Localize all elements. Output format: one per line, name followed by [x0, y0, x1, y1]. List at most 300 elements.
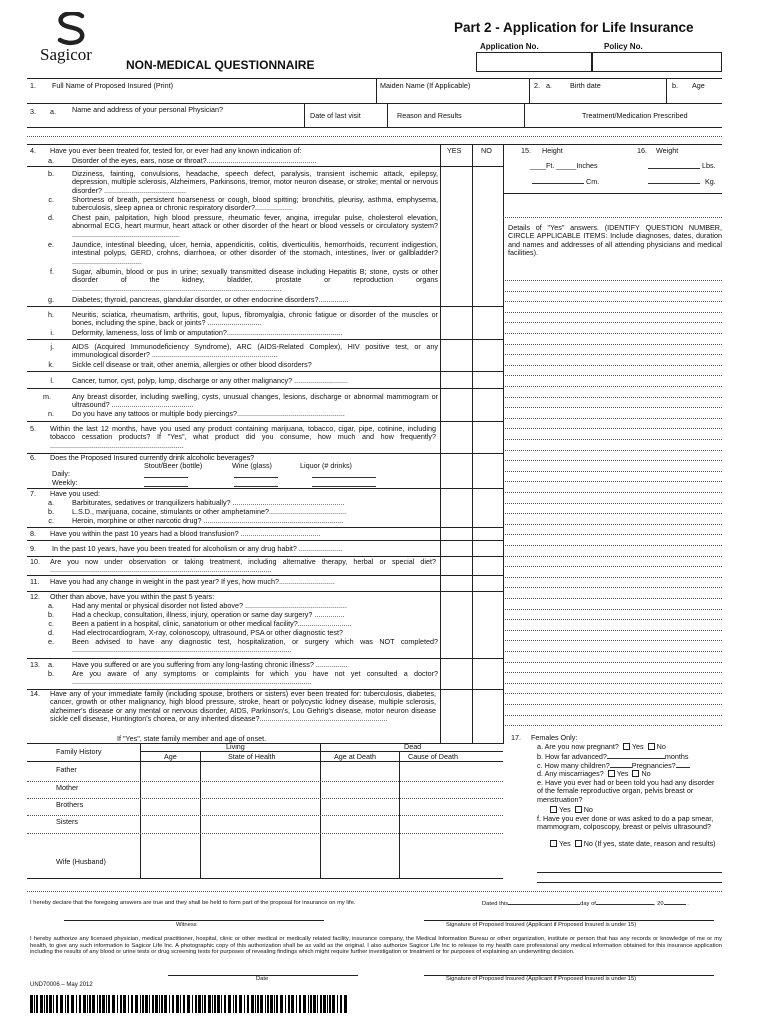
details-line[interactable]	[505, 471, 722, 472]
q5-text: Within the last 12 months, have you used any product containing marijuana, tobacco, cigar, pipe, cotinine, including tobacco cessation products? If "Yes", what product did you consume, how much and how frequently? ...................................................................	[50, 424, 436, 450]
q4-item-text: Shortness of breath, persistent hoarseness or cough, blood spitting; bronchitis, pleurisy, asthma, emphysema, tuberculosis, sleep apnea or chronic respiratory disorder?...................	[72, 195, 438, 213]
barcode-bar	[92, 995, 95, 1013]
drink-col-beer: Stout/Beer (bottle)	[144, 461, 203, 470]
barcode-bar	[120, 995, 122, 1013]
months-field[interactable]	[607, 752, 665, 759]
barcode-bar	[117, 995, 118, 1013]
policy-no-field[interactable]	[592, 52, 722, 72]
barcode-bar	[329, 995, 331, 1013]
reason-results-label: Reason and Results	[397, 111, 462, 120]
barcode-bar	[323, 995, 326, 1013]
drink-col-wine: Wine (glass)	[232, 461, 272, 470]
barcode	[30, 995, 350, 1013]
barcode-bar	[131, 995, 133, 1013]
last-visit-label: Date of last visit	[310, 111, 361, 120]
barcode-bar	[164, 995, 167, 1013]
pregnancies-field[interactable]	[676, 761, 690, 768]
q12a-text: Had any mental or physical disorder not listed above? ...................................................	[72, 601, 347, 610]
section-divider	[27, 306, 503, 307]
pap-smear-no-checkbox[interactable]	[575, 840, 582, 847]
q4-item-letter: g.	[48, 295, 54, 304]
q12d-letter: d.	[48, 628, 54, 637]
q14-text: Have any of your immediate family (including spouse, brothers or sisters) ever been treated for: tuberculosis, diabetes, cancer, growth or other malignancy, high blood pressure, stroke, heart or polycystic kidney disease, multiple sclerosis, alzheimer's disease or any mental or nervous disorder, AIDS, Parkinson's, Lou Gehrig's disease, motor neuron disease sickle cell disease, Huntington's chorea, or any inherited disease?................................................................	[50, 689, 436, 724]
dated-day-field[interactable]	[508, 900, 580, 905]
q4-item-text: Do you have any tattoos or multiple body piercings?......................................................	[72, 409, 345, 418]
q10-text: Are you now under observation or taking treatment, including alternative therapy, herbal or special diet? ...............................................................................................................	[50, 557, 436, 575]
details-line[interactable]	[505, 598, 722, 599]
barcode-bar	[257, 995, 259, 1013]
barcode-bar	[53, 995, 54, 1013]
barcode-bar	[280, 995, 283, 1013]
miscarriage-no-checkbox[interactable]	[632, 770, 639, 777]
q17-e-answers: Yes No	[548, 806, 593, 814]
barcode-bar	[97, 995, 98, 1013]
section-divider	[27, 371, 503, 372]
q7a-text: Barbiturates, sedatives or tranquilizers habitually? ........................................................	[72, 498, 345, 507]
q4-item-letter: n.	[48, 409, 54, 418]
details-line[interactable]	[505, 354, 722, 355]
no-col-header: NO	[481, 146, 492, 155]
q4-item-letter: l.	[50, 376, 54, 385]
signature-line-1[interactable]	[424, 920, 714, 921]
barcode-bar	[265, 995, 266, 1013]
family-row-label: Father	[56, 765, 77, 774]
height-ft-inches-field[interactable]: ____Ft. _____Inches	[530, 161, 598, 170]
q3-a: a.	[50, 107, 56, 116]
details-line[interactable]	[505, 439, 722, 440]
section-divider	[27, 421, 503, 422]
barcode-bar	[87, 995, 88, 1013]
barcode-bar	[244, 995, 245, 1013]
barcode-bar	[285, 995, 286, 1013]
barcode-bar	[255, 995, 256, 1013]
age-header: Age	[164, 752, 177, 761]
q4-item-letter: m.	[43, 392, 51, 401]
details-line[interactable]	[505, 587, 722, 588]
details-line[interactable]	[505, 460, 722, 461]
details-line[interactable]	[505, 322, 722, 323]
q12e-letter: e.	[48, 637, 54, 646]
section-divider	[27, 388, 503, 389]
barcode-bar	[235, 995, 237, 1013]
q12e-text: Been advised to have any diagnostic test, hospitalization, or surgery which was NOT completed? ..............................................................................................................	[72, 637, 438, 655]
barcode-bar	[288, 995, 290, 1013]
q9-text: In the past 10 years, have you been treated for alcoholism or any drug habit? ......................	[52, 544, 343, 553]
q13a-text: Have you suffered or are you suffering from any long-lasting chronic illness? ................	[72, 660, 348, 669]
q4-item-text: Chest pain, palpitation, high blood pressure, rheumatic fever, angina, irregular pulse, cholesterol elevation, abnormal ECG, heart murmur, heart attack or other disorder of the heart or blood vessels or circulatory system? ......................................................	[72, 213, 438, 239]
barcode-bar	[135, 995, 138, 1013]
state-health-header: State of Health	[228, 752, 276, 761]
signature-label-2: Signature of Proposed Insured (Applicant if Proposed Insured is under 15)	[446, 976, 637, 982]
daily-beer-field[interactable]	[144, 471, 188, 478]
q13-number: 13.	[30, 660, 40, 669]
barcode-bar	[260, 995, 263, 1013]
q12c-text: Been a patient in a hospital, clinic, sanatorium or other medical facility?...........................	[72, 619, 352, 628]
q15-number: 15.	[521, 146, 531, 155]
details-line[interactable]	[505, 344, 722, 345]
q4-item-letter: c.	[48, 195, 54, 204]
barcode-bar	[208, 995, 211, 1013]
q4-number: 4.	[30, 146, 36, 155]
sagicor-logo-mark-icon	[52, 12, 92, 46]
q2-number: 2.	[534, 81, 540, 90]
daily-wine-field[interactable]	[234, 471, 278, 478]
details-line[interactable]	[505, 418, 722, 419]
family-row-label: Brothers	[56, 800, 84, 809]
barcode-bar	[198, 995, 201, 1013]
barcode-bar	[310, 995, 312, 1013]
q4-item-text: Jaundice, intestinal bleeding, ulcer, hernia, appendicitis, colitis, diverticulitis, hemorrhoids, recurrent indigestion, intestinal polyps, GERD, crohns, diarrhoea, or other disorder of the stomach, intestines, liver or gallbladder? ...................................	[72, 240, 438, 266]
details-line[interactable]	[505, 375, 722, 376]
family-row-label: Sisters	[56, 817, 78, 826]
family-row-line[interactable]	[27, 833, 503, 834]
barcode-bar	[67, 995, 69, 1013]
details-line[interactable]	[505, 545, 722, 546]
barcode-bar	[71, 995, 74, 1013]
weight-lbs-field[interactable]	[648, 162, 700, 169]
details-line[interactable]	[505, 693, 722, 694]
application-no-field[interactable]	[476, 52, 592, 72]
policy-no-label: Policy No.	[604, 42, 643, 51]
sagicor-logo	[40, 12, 100, 72]
details-line[interactable]	[505, 640, 722, 641]
yes-col-header: YES	[447, 146, 462, 155]
q11-text: Have you had any change in weight in the past year? If yes, how much?............................	[50, 577, 335, 586]
q1-number: 1.	[30, 81, 36, 90]
q4-item-text: Cancer, tumor, cyst, polyp, lump, discharge or any other malignancy? ...........................	[72, 376, 349, 385]
details-line[interactable]	[505, 609, 722, 610]
barcode-bar	[192, 995, 193, 1013]
q5-number: 5.	[30, 424, 36, 433]
q4-item-text: Neuritis, sciatica, rheumatism, arthritis, gout, lupus, fibromyalgia, chronic fatigue or disorder of the muscles or bones, including the spine, back or joints? ...........................	[72, 310, 438, 328]
weekly-liquor-field[interactable]	[312, 480, 376, 487]
barcode-bar	[123, 995, 126, 1013]
details-line[interactable]	[505, 619, 722, 620]
section-divider	[27, 339, 503, 340]
section-divider	[27, 527, 503, 528]
q7-text: Have you used:	[50, 489, 100, 498]
q14-number: 14.	[30, 689, 40, 698]
cause-death-header: Cause of Death	[408, 752, 458, 761]
barcode-bar	[233, 995, 234, 1013]
living-header: Living	[226, 742, 245, 751]
barcode-bar	[159, 995, 160, 1013]
barcode-bar	[108, 995, 110, 1013]
q7c-letter: c.	[48, 516, 54, 525]
family-row-label: Mother	[56, 783, 79, 792]
details-line[interactable]	[505, 524, 722, 525]
daily-liquor-field[interactable]	[312, 471, 376, 478]
q4-item-text: Sickle cell disease or trait, other anemia, allergies or other blood disorders?	[72, 360, 312, 369]
details-line[interactable]	[505, 715, 722, 716]
details-line[interactable]	[505, 704, 722, 705]
barcode-bar	[76, 995, 77, 1013]
barcode-bar	[224, 995, 226, 1013]
witness-label: Witness	[176, 922, 197, 928]
pap-smear-yes-checkbox[interactable]	[550, 840, 557, 847]
barcode-bar	[112, 995, 115, 1013]
barcode-bar	[46, 995, 48, 1013]
family-row-label: Wife (Husband)	[56, 857, 106, 866]
barcode-bar	[49, 995, 52, 1013]
q17-title: Females Only:	[531, 733, 578, 742]
q4-item-text: Deformity, lameness, loss of limb or amputation?..........................................................	[72, 328, 343, 337]
weight-kg-field[interactable]	[648, 177, 700, 184]
q2-b: b.	[672, 81, 678, 90]
q4-item-letter: b.	[48, 169, 54, 178]
barcode-bar	[270, 995, 273, 1013]
barcode-bar	[274, 995, 275, 1013]
q17-d: d. Any miscarriages? Yes No	[537, 769, 651, 778]
barcode-bar	[291, 995, 294, 1013]
q4-item-letter: k.	[48, 360, 54, 369]
weekly-wine-field[interactable]	[234, 480, 278, 487]
section-divider	[27, 575, 503, 576]
dead-header: Dead	[404, 742, 422, 751]
q17-number: 17.	[511, 733, 521, 742]
details-line[interactable]	[505, 503, 722, 504]
height-cm-field[interactable]	[532, 177, 584, 184]
details-line[interactable]	[505, 312, 722, 313]
barcode-bar	[332, 995, 335, 1013]
details-line[interactable]	[505, 683, 722, 684]
barcode-bar	[337, 995, 338, 1013]
part-title: Part 2 - Application for Life Insurance	[454, 20, 694, 35]
application-no-label: Application No.	[480, 42, 539, 51]
barcode-bar	[60, 995, 63, 1013]
birth-date-label: Birth date	[570, 81, 601, 90]
miscarriage-yes-checkbox[interactable]	[608, 770, 615, 777]
physician-label: Name and address of your personal Physician?	[72, 105, 224, 114]
family-row-line[interactable]	[27, 781, 503, 782]
q8-text: Have you within the past 10 years had a blood transfusion? ........................................	[50, 529, 321, 538]
q7b-letter: b.	[48, 507, 54, 516]
barcode-bar	[299, 995, 301, 1013]
q4-item-text: Any breast disorder, including swelling, cysts, unusual changes, lesions, discharge or abnormal mammogram or ultrasound? .........................................	[72, 392, 438, 410]
barcode-bar	[221, 995, 222, 1013]
q12b-letter: b.	[48, 610, 54, 619]
barcode-bar	[172, 995, 174, 1013]
barcode-bar	[56, 995, 58, 1013]
details-line[interactable]	[505, 333, 722, 334]
pregnant-no-checkbox[interactable]	[648, 743, 655, 750]
barcode-bar	[99, 995, 101, 1013]
barcode-bar	[327, 995, 328, 1013]
barcode-bar	[303, 995, 306, 1013]
barcode-bar	[142, 995, 144, 1013]
barcode-bar	[296, 995, 297, 1013]
family-row-line[interactable]	[27, 798, 503, 799]
barcode-bar	[140, 995, 141, 1013]
q7b-text: L.S.D., marijuana, cocaine, stimulants or other amphetamine?.......................................	[72, 507, 347, 516]
weekly-label: Weekly:	[52, 478, 78, 487]
details-line[interactable]	[505, 672, 722, 673]
barcode-bar	[276, 995, 278, 1013]
q4-item-text: Sugar, albumin, blood or pus in urine; sexually transmitted disease including Hepatitis B; stone, cysts or other disorder of the kidney, bladder, prostate or reproduction organs .........................................................................................................	[72, 267, 438, 293]
q13b-text: Are you aware of any symptoms or complaints for which you have not yet consulted a doctor? ........................................................................................................................	[72, 669, 438, 687]
pregnant-yes-checkbox[interactable]	[623, 743, 630, 750]
q3-number: 3.	[30, 107, 36, 116]
details-line[interactable]	[505, 513, 722, 514]
details-line[interactable]	[505, 725, 722, 726]
barcode-bar	[145, 995, 148, 1013]
details-line[interactable]	[505, 397, 722, 398]
barcode-bar	[44, 995, 45, 1013]
q10-number: 10.	[30, 557, 40, 566]
barcode-bar	[239, 995, 242, 1013]
details-instructions: Details of "Yes" answers. (IDENTIFY QUESTION NUMBER, CIRCLE APPLICABLE ITEMS: Include diagnoses, dates, duration and names and addresses of all attending physicians and medical facilities).	[508, 223, 722, 258]
q9-number: 9.	[30, 544, 36, 553]
barcode-bar	[169, 995, 170, 1013]
weekly-beer-field[interactable]	[144, 480, 188, 487]
brand-name: Sagicor	[40, 45, 92, 64]
details-line[interactable]	[505, 280, 722, 281]
barcode-bar	[83, 995, 86, 1013]
details-line[interactable]	[505, 407, 722, 408]
q4-intro: Have you ever been treated for, tested for, or ever had any known indication of:	[50, 146, 302, 155]
barcode-bar	[317, 995, 318, 1013]
lbs-label: Lbs.	[702, 161, 716, 170]
q2-a: a.	[546, 81, 552, 90]
q17-b: b. How far advanced? months	[537, 752, 689, 761]
dated-this: Dated this day of , 20 .	[482, 901, 689, 907]
barcode-bar	[251, 995, 254, 1013]
dated-month-field[interactable]	[596, 900, 654, 905]
q17-f-answers: Yes No (If yes, state date, reason and results)	[548, 840, 724, 848]
barcode-bar	[228, 995, 231, 1013]
details-line[interactable]	[505, 386, 722, 387]
q16-number: 16.	[637, 146, 647, 155]
barcode-bar	[217, 995, 220, 1013]
barcode-bar	[65, 995, 66, 1013]
q4-item-letter: d.	[48, 213, 54, 222]
authorization-text: I hereby authorize any licensed physician, medical practitioner, hospital, clinic or other medical or medically related facility, insurance company, the Medical Information Bureau or other organization, institute or person that has any records or knowledge of me or my health, to give any such information to Sagicor Life Inc. A photographic copy of this authorization shall be as valid as the original. I also authorize Sagicor Life Inc to release to my health care professional any medical information obtained for this insurance application including the results of any blood or urine tests or drug screening tests for purposes of revealing findings which might require further investigation or treatment or for purposes of explaining an underwriting decision.	[30, 936, 722, 956]
details-line[interactable]	[505, 428, 722, 429]
q4-item-letter: f.	[50, 267, 54, 276]
q12-text: Other than above, have you within the past 5 years:	[50, 592, 215, 601]
q7-number: 7.	[30, 489, 36, 498]
barcode-bar	[247, 995, 249, 1013]
children-field[interactable]	[610, 761, 632, 768]
q17-f: f. Have you ever done or was asked to do a pap smear, mammogram, colposcopy, breast or pelvis ultrasound?	[537, 814, 714, 832]
details-line[interactable]	[505, 365, 722, 366]
q4-item-letter: a.	[48, 156, 54, 165]
barcode-bar	[155, 995, 158, 1013]
q14-yes-state: If "Yes", state family member and age of onset.	[117, 734, 267, 743]
q4-item-text: Disorder of the eyes, ears, nose or throat?.......................................................	[72, 156, 317, 165]
q4-item-text: AIDS (Acquired Immunodeficiency Syndrome), ARC (AIDS-Related Complex), HIV positive test, or any immunological disorder? ...............................................................	[72, 342, 438, 360]
details-line[interactable]	[505, 556, 722, 557]
form-title: NON-MEDICAL QUESTIONNAIRE	[126, 58, 315, 72]
q4-item-letter: h.	[48, 310, 54, 319]
q4-item-text: Dizziness, fainting, convulsions, headache, speech defect, paralysis, transient ischemic attack, epilepsy, depression, multiple sclerosis, Alzheimers, Parkinsons, tremor, motor neuron disease, or stroke; mental or nervous disorder? .........................................	[72, 169, 438, 195]
weight-label: Weight	[656, 146, 679, 155]
barcode-bar	[34, 995, 35, 1013]
barcode-bar	[40, 995, 43, 1013]
details-line[interactable]	[505, 630, 722, 631]
age-label: Age	[692, 81, 705, 90]
q4-item-letter: e.	[48, 240, 54, 249]
details-line[interactable]	[505, 566, 722, 567]
q11-number: 11.	[30, 577, 40, 586]
barcode-bar	[267, 995, 269, 1013]
q12d-text: Had electrocardiogram, X-ray, colonoscopy, ultrasound, PSA or other diagnostic test?	[72, 628, 343, 637]
form-number: UND70006 – May 2012	[30, 982, 93, 988]
barcode-bar	[180, 995, 181, 1013]
barcode-bar	[214, 995, 216, 1013]
q13b-letter: b.	[48, 669, 54, 678]
q12-number: 12.	[30, 592, 40, 601]
barcode-bar	[149, 995, 150, 1013]
barcode-bar	[36, 995, 38, 1013]
drink-col-liquor: Liquor (# drinks)	[300, 461, 352, 470]
details-line[interactable]	[505, 291, 722, 292]
details-line[interactable]	[505, 534, 722, 535]
age-death-header: Age at Death	[334, 752, 376, 761]
q6-number: 6.	[30, 453, 36, 462]
treatment-label: Treatment/Medication Prescribed	[582, 111, 688, 120]
barcode-bar	[89, 995, 91, 1013]
q12c-letter: c.	[48, 619, 54, 628]
family-row-line[interactable]	[27, 815, 503, 816]
maiden-name-label: Maiden Name (If Applicable)	[380, 81, 471, 90]
barcode-bar	[176, 995, 179, 1013]
q17-a: a. Are you now pregnant? Yes No	[537, 742, 666, 751]
details-line[interactable]	[505, 651, 722, 652]
details-line[interactable]	[505, 450, 722, 451]
declaration-text: I hereby declare that the foregoing answers are true and they shall be held to form part of the proposal for insurance on my life.	[30, 900, 356, 906]
kg-label: Kg.	[705, 177, 716, 186]
barcode-bar	[212, 995, 213, 1013]
daily-label: Daily:	[52, 469, 70, 478]
details-line[interactable]	[505, 577, 722, 578]
barcode-bar	[313, 995, 316, 1013]
height-label: Height	[542, 146, 563, 155]
barcode-bar	[204, 995, 206, 1013]
female-disorder-no-checkbox[interactable]	[575, 806, 582, 813]
q7a-letter: a.	[48, 498, 54, 507]
barcode-bar	[320, 995, 322, 1013]
family-history-header: Family History	[56, 747, 102, 756]
section-divider	[27, 540, 503, 541]
barcode-bar	[344, 995, 347, 1013]
section-divider	[27, 166, 503, 167]
dated-year-field[interactable]	[664, 900, 686, 905]
barcode-bar	[79, 995, 81, 1013]
q17-e: e. Have you ever had or been told you had any disorder of the female reproductive organ, pelvis breast or menstruation?	[537, 778, 715, 804]
cm-label: Cm.	[586, 177, 600, 186]
barcode-bar	[202, 995, 203, 1013]
signature-label-1: Signature of Proposed Insured (Applicant if Proposed Insured is under 15)	[446, 922, 637, 928]
date-label: Date	[256, 976, 269, 982]
barcode-bar	[152, 995, 154, 1013]
barcode-bar	[128, 995, 129, 1013]
barcode-bar	[183, 995, 185, 1013]
q4-item-letter: j.	[50, 342, 54, 351]
barcode-bar	[195, 995, 197, 1013]
details-line[interactable]	[505, 662, 722, 663]
witness-line[interactable]	[64, 920, 324, 921]
details-line[interactable]	[505, 492, 722, 493]
details-line[interactable]	[505, 301, 722, 302]
barcode-bar	[106, 995, 107, 1013]
barcode-bar	[102, 995, 105, 1013]
barcode-bar	[308, 995, 309, 1013]
q13a-letter: a.	[48, 660, 54, 669]
female-disorder-yes-checkbox[interactable]	[550, 806, 557, 813]
barcode-bar	[340, 995, 342, 1013]
details-line[interactable]	[505, 481, 722, 482]
